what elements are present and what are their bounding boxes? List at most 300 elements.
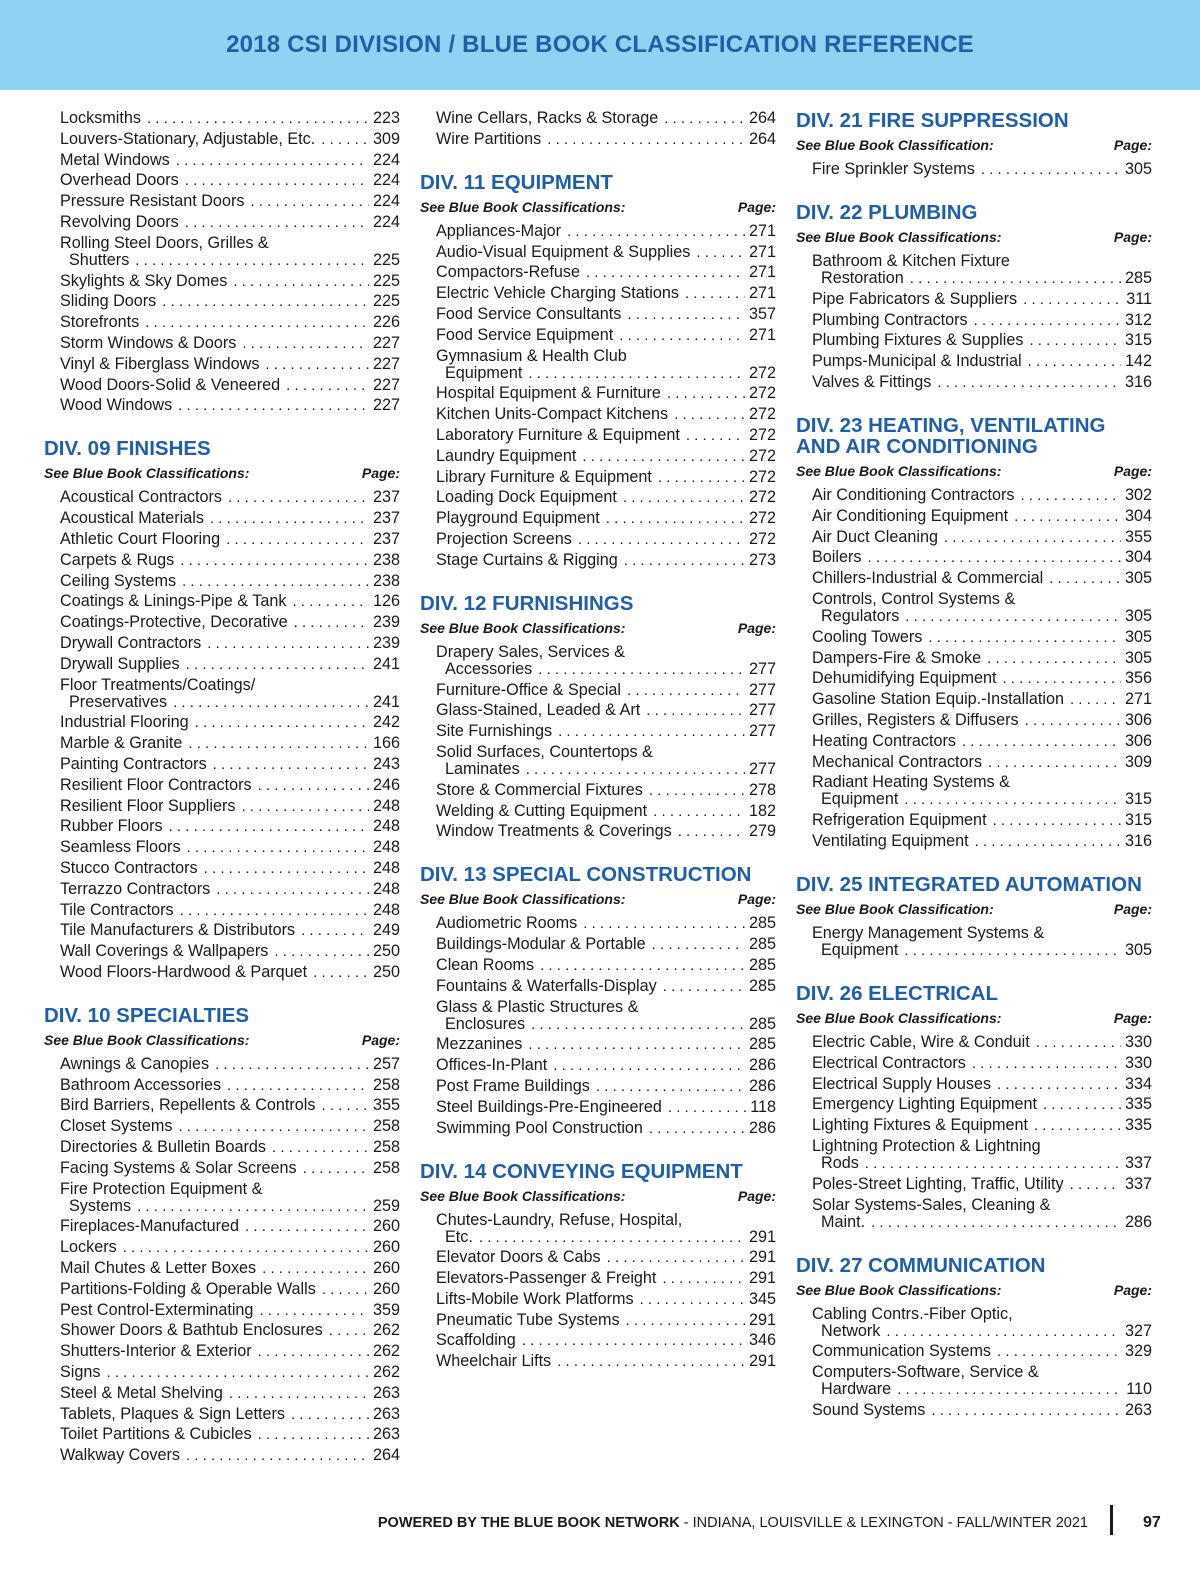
entry-row [60,314,400,331]
dot-leader [187,839,369,856]
entry-label: Welding & Cutting Equipment [436,801,648,820]
classification-entry [812,487,1152,504]
classification-entry [436,782,776,799]
entry-label: Wall Coverings & Wallpapers [60,942,269,961]
classification-entry [60,172,400,189]
dot-leader [291,1406,369,1423]
entry-row [436,406,776,423]
classification-entry [60,193,400,210]
entry-row [436,531,776,548]
entry-page: 316 [1124,831,1152,850]
dot-leader [997,1076,1121,1093]
entry-page: 306 [1124,731,1152,750]
dot-leader [975,833,1121,850]
division-heading: DIV. 13 SPECIAL CONSTRUCTION [420,863,752,887]
entry-page: 239 [372,633,400,652]
entry-label: Fire Sprinkler Systems [812,160,975,178]
see-label: See Blue Book Classifications: [796,1009,1002,1026]
see-label: See Blue Book Classifications: [44,465,250,482]
dot-leader [1049,570,1121,587]
entry-row [436,915,776,932]
entry-row [436,682,776,699]
dot-leader [586,264,745,281]
entry-page: 329 [1124,1342,1152,1361]
entry-label: Boilers [812,548,862,567]
entry-page: 224 [372,212,400,231]
entry-label: Dehumidifying Equipment [812,669,997,688]
entry-page: 305 [1124,940,1152,959]
entry-label: Painting Contractors [60,754,207,773]
entry-row [60,214,400,231]
classification-list [420,915,776,1136]
entry-row [436,1249,776,1266]
entry-page: 291 [748,1352,776,1371]
entry-row [812,161,1152,178]
entry-page: 248 [372,879,400,898]
division-heading: DIV. 12 FURNISHINGS [420,591,634,615]
dot-leader [997,1343,1121,1360]
entry-label-continued: Network [821,1321,881,1340]
dot-leader [583,915,745,932]
entry-label: Sliding Doors [60,292,157,311]
entry-row [812,691,1152,708]
entry-label: Ventilating Equipment [812,831,969,850]
dot-leader [944,529,1121,546]
classification-entry [60,335,400,352]
classification-entry [60,777,400,794]
entry-row [812,291,1152,308]
classification-entry [60,798,400,815]
classification-entry [812,629,1152,646]
classification-entry [812,312,1152,329]
entry-row [436,1332,776,1349]
entry-row [436,365,776,382]
entry-label-line: Cabling Contrs.-Fiber Optic, [812,1304,1013,1323]
entry-row [812,608,1152,625]
entry-label: Projection Screens [436,529,572,548]
dot-leader [286,377,369,394]
entry-label: Playground Equipment [436,509,600,528]
dot-leader [547,131,745,148]
entry-row [60,172,400,189]
classification-entry [436,1036,776,1053]
entry-row [60,902,400,919]
dot-leader [1043,1096,1121,1113]
entry-row [812,1155,1152,1172]
entry-page: 272 [748,529,776,548]
dot-leader [185,172,369,189]
entry-label: Valves & Fittings [812,372,932,391]
entry-page: 248 [372,900,400,919]
entry-row [60,1343,400,1360]
dot-leader [928,629,1121,646]
entry-page: 285 [748,914,776,933]
page-column-label: Page: [1113,1009,1152,1026]
entry-row [812,754,1152,771]
entry-label: Laboratory Furniture & Equipment [436,425,680,444]
entry-page: 330 [1124,1053,1152,1072]
classification-list [420,110,776,148]
classification-entry [812,733,1152,750]
entry-page: 277 [748,722,776,741]
entry-page: 262 [372,1342,400,1361]
entry-label-line: Glass & Plastic Structures & [436,997,639,1016]
entry-label: Fireplaces-Manufactured [60,1217,240,1236]
entry-label: Tile Contractors [60,900,174,919]
entry-page: 250 [372,942,400,961]
entry-label: Sound Systems [812,1400,926,1419]
classification-entry [60,964,400,981]
entry-label-line: Chutes-Laundry, Refuse, Hospital, [436,1210,683,1229]
classification-entry [60,818,400,835]
classification-entry [60,214,400,231]
entry-label: Wine Cellars, Racks & Storage [436,109,659,127]
classification-entry [60,1302,400,1319]
entry-page: 166 [372,734,400,753]
classification-entry [436,327,776,344]
division-section [44,110,400,414]
classification-entry [436,110,776,127]
classification-entry [60,1118,400,1135]
classification-entry [60,677,400,711]
dot-leader [479,1229,745,1246]
classification-list [796,161,1152,178]
dot-leader [322,1097,369,1114]
entry-page: 239 [372,613,400,632]
entry-row [60,335,400,352]
entry-row [812,353,1152,370]
see-classifications-row [420,890,776,908]
entry-page: 345 [748,1289,776,1308]
entry-page: 277 [748,680,776,699]
entry-row [436,427,776,444]
entry-row [812,812,1152,829]
page-column-label: Page: [1113,462,1152,479]
entry-row [60,131,400,148]
entry-label-line: Floor Treatments/Coatings/ [60,675,256,694]
dot-leader [145,314,369,331]
classification-entry [60,1077,400,1094]
entry-row [60,1426,400,1443]
entry-page: 311 [1126,289,1152,308]
entry-row [60,1097,400,1114]
entry-row [60,510,400,527]
entry-label: Audio-Visual Equipment & Supplies [436,242,691,261]
entry-label-continued: Regulators [821,606,900,625]
entry-page: 291 [748,1248,776,1267]
entry-page: 226 [372,313,400,332]
entry-row [436,448,776,465]
dot-leader [993,812,1121,829]
classification-entry [812,1343,1152,1360]
page-column-label: Page: [361,1031,400,1048]
entry-row [436,489,776,506]
see-classifications-row [796,136,1152,154]
dot-leader [178,1118,369,1135]
entry-page: 258 [372,1075,400,1094]
dot-leader [123,1239,369,1256]
entry-row [436,1057,776,1074]
entry-page: 272 [748,509,776,528]
entry-page: 355 [372,1096,400,1115]
entry-label-line: Energy Management Systems & [812,923,1045,942]
classification-entry [436,803,776,820]
entry-row [812,1402,1152,1419]
dot-leader [619,327,745,344]
dot-leader [696,244,745,261]
dot-leader [265,356,369,373]
entry-row [436,469,776,486]
entry-label: Acoustical Contractors [60,488,222,507]
classification-entry [60,1426,400,1443]
dot-leader [664,110,745,127]
entry-label: Refrigeration Equipment [812,811,987,830]
classification-entry [812,1176,1152,1193]
entry-page: 277 [748,759,776,778]
entry-label: Facing Systems & Solar Screens [60,1158,297,1177]
entry-row [812,1096,1152,1113]
entry-label: Resilient Floor Contractors [60,775,252,794]
dot-leader [640,1291,745,1308]
entry-row [436,1120,776,1137]
classification-entry [436,1212,776,1246]
entry-page: 225 [372,292,400,311]
classification-entry [812,529,1152,546]
see-classifications-row [420,619,776,637]
dot-leader [623,489,745,506]
see-label: See Blue Book Classifications: [796,1281,1002,1298]
dot-leader [303,1160,369,1177]
entry-row [60,531,400,548]
division-section [420,593,776,841]
entry-page: 285 [748,955,776,974]
classification-entry [60,1260,400,1277]
see-label: See Blue Book Classifications: [44,1031,250,1048]
dot-leader [627,682,745,699]
dot-leader [195,714,369,731]
entry-page: 225 [372,250,400,269]
dot-leader [215,1056,369,1073]
classification-entry [60,860,400,877]
entry-page: 305 [1124,627,1152,646]
entry-row [60,1218,400,1235]
entry-label: Hospital Equipment & Furniture [436,384,661,403]
see-label: See Blue Book Classifications: [420,198,626,215]
entry-page: 260 [372,1279,400,1298]
dot-leader [1025,712,1121,729]
dot-leader [553,1057,745,1074]
see-classifications-row [796,900,1152,918]
see-classifications-row [44,464,400,482]
dot-leader [1070,691,1121,708]
classification-entry [812,712,1152,729]
dot-leader [274,943,369,960]
entry-page: 315 [1124,811,1152,830]
entry-label: Resilient Floor Suppliers [60,796,236,815]
entry-label: Electric Vehicle Charging Stations [436,284,679,303]
division-heading: DIV. 14 CONVEYING EQUIPMENT [420,1159,743,1183]
see-label: See Blue Book Classifications: [420,619,626,636]
dot-leader [1020,487,1121,504]
entry-row [812,332,1152,349]
entry-page: 246 [372,775,400,794]
entry-row [60,1118,400,1135]
classification-entry [812,670,1152,687]
see-label: See Blue Book Classifications: [420,891,626,908]
entry-row [60,593,400,610]
dot-leader [674,406,745,423]
page-footer [0,1505,1200,1539]
classification-entry [812,1096,1152,1113]
classification-entry [436,644,776,678]
entry-row [60,964,400,981]
entry-page: 356 [1124,669,1152,688]
classification-entry [436,385,776,402]
entry-page: 272 [748,467,776,486]
dot-leader [886,1323,1121,1340]
classification-entry [60,1322,400,1339]
entry-page: 241 [372,692,400,711]
division-section [796,202,1152,391]
entry-page: 242 [372,713,400,732]
classification-list [796,1034,1152,1231]
dot-leader [658,469,745,486]
entry-page: 305 [1124,160,1152,178]
division-heading: DIV. 09 FINISHES [44,437,211,461]
entry-label: Post Frame Buildings [436,1076,590,1095]
dot-leader [607,1249,745,1266]
division-section [420,172,776,569]
dot-leader [627,306,745,323]
entry-label: Storm Windows & Doors [60,333,237,352]
column-3 [796,110,1152,1443]
entry-page: 279 [748,822,776,841]
entry-row [812,1055,1152,1072]
page-column-label: Page: [1113,137,1152,153]
classification-entry [812,291,1152,308]
classification-entry [436,1312,776,1329]
entry-page: 182 [748,801,776,820]
entry-label-continued: Laminates [445,759,520,778]
classification-entry [436,244,776,261]
entry-page: 285 [748,976,776,995]
classification-entry [812,812,1152,829]
dot-leader [649,1120,745,1137]
entry-row [436,1270,776,1287]
dot-leader [668,1099,746,1116]
entry-label: Acoustical Materials [60,509,204,528]
footer-text [378,1515,1088,1531]
entry-label: Gasoline Station Equip.-Installation [812,690,1064,709]
classification-entry [60,881,400,898]
entry-page: 248 [372,838,400,857]
dot-leader [1023,291,1122,308]
entry-row [812,791,1152,808]
footer-powered: POWERED BY THE BLUE BOOK NETWORK [377,1515,680,1531]
classification-entry [812,353,1152,370]
classification-entry [60,1406,400,1423]
entry-row [812,270,1152,287]
dot-leader [210,510,369,527]
entry-row [60,860,400,877]
dot-leader [245,1218,369,1235]
page-column-label: Page: [1113,229,1152,245]
division-heading: DIV. 27 COMMUNICATION [796,1253,1046,1277]
dot-leader [652,936,745,953]
classification-entry [436,702,776,719]
classification-entry [436,264,776,281]
entry-page: 237 [372,509,400,528]
entry-row [60,552,400,569]
entry-label-continued: Equipment [821,790,899,809]
classification-list [796,925,1152,959]
classification-entry [60,1056,400,1073]
entry-page: 225 [372,271,400,290]
classification-entry [60,293,400,310]
classification-entry [812,650,1152,667]
entry-label: Library Furniture & Equipment [436,467,652,486]
classification-entry [60,1281,400,1298]
classification-entry [436,510,776,527]
entry-page: 278 [748,780,776,799]
entry-page: 291 [748,1269,776,1288]
entry-label: Elevators-Passenger & Freight [436,1269,657,1288]
entry-row [812,670,1152,687]
entry-label: Laundry Equipment [436,446,577,465]
classification-list [796,253,1152,391]
entry-label: Cooling Towers [812,627,923,646]
classification-list [44,489,400,981]
classification-entry [436,489,776,506]
entry-page: 315 [1124,790,1152,809]
entry-page: 309 [372,129,400,148]
classification-entry [436,1291,776,1308]
classification-entry [812,1197,1152,1231]
entry-label-continued: Restoration [821,269,904,287]
entry-label: Stage Curtains & Rigging [436,550,618,569]
dot-leader [229,1385,369,1402]
see-label: See Blue Book Classifications: [796,229,1002,245]
entry-label: Audiometric Rooms [436,914,578,933]
classification-entry [60,510,400,527]
entry-row [812,1117,1152,1134]
entry-label: Plumbing Fixtures & Supplies [812,331,1024,350]
entry-label: Terrazzo Contractors [60,879,211,898]
classification-entry [812,1034,1152,1051]
classification-entry [436,915,776,932]
entry-page: 337 [1124,1153,1152,1172]
dot-leader [329,1322,369,1339]
dot-leader [313,964,369,981]
entry-page: 238 [372,571,400,590]
dot-leader [626,1312,745,1329]
entry-page: 263 [372,1404,400,1423]
entry-label: Vinyl & Fiberglass Windows [60,354,260,373]
entry-row [436,306,776,323]
division-heading: DIV. 26 ELECTRICAL [796,981,999,1005]
entry-page: 272 [748,488,776,507]
classification-entry [436,1249,776,1266]
entry-label: Offices-In-Plant [436,1056,548,1075]
see-classifications-row [796,1281,1152,1299]
dot-leader [241,798,369,815]
classification-entry [436,1270,776,1287]
dot-leader [897,1381,1122,1398]
classification-entry [436,1120,776,1137]
entry-row [812,312,1152,329]
dot-leader [321,131,369,148]
entry-row [60,152,400,169]
